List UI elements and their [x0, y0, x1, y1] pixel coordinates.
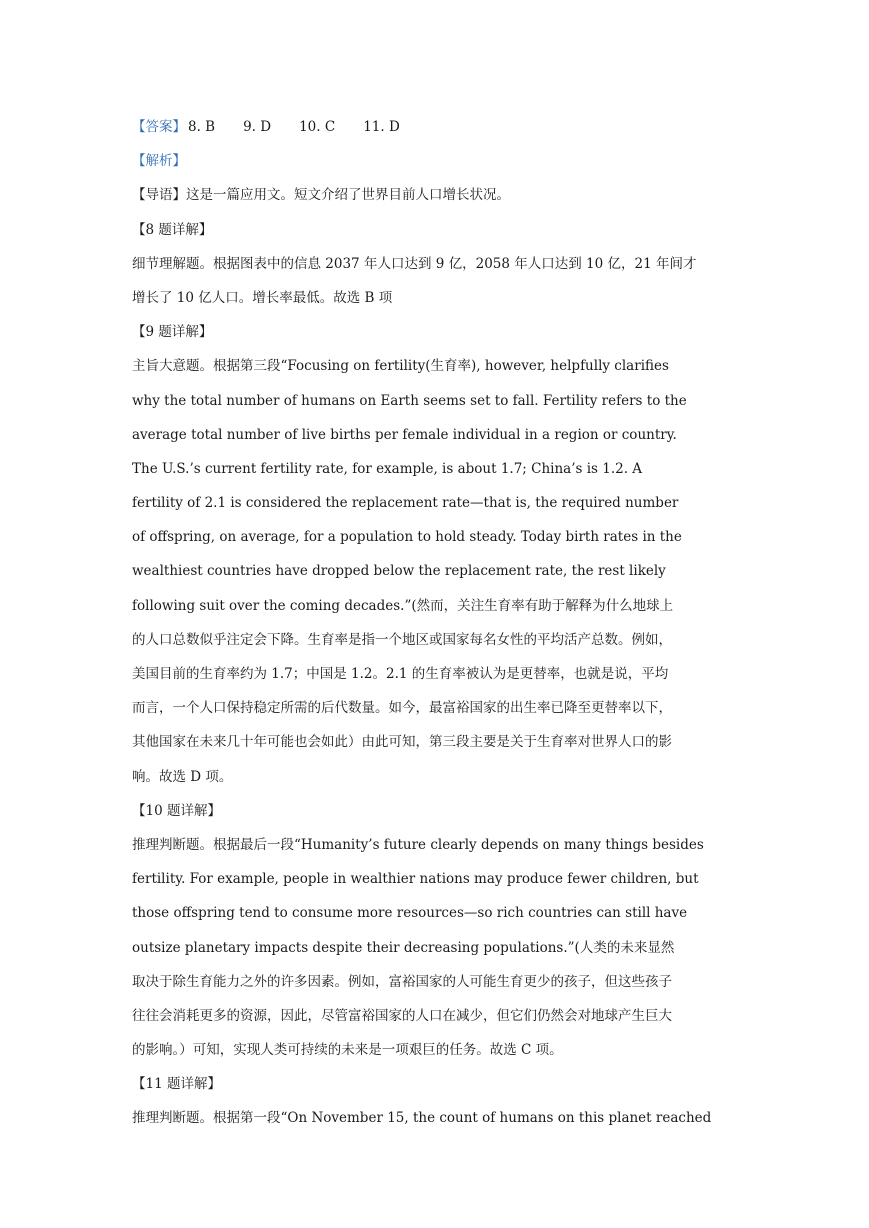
- q9-text-line: following suit over the coming decades.”(然而，关注生育率有助于解释为什么地球上: [132, 597, 674, 614]
- q9-text-line: 的人口总数似乎注定会下降。生育率是指一个地区或国家每名女性的平均活产总数。例如，: [132, 631, 672, 648]
- analysis-heading: 【解析】: [132, 153, 186, 170]
- q10-text-line: outsize planetary impacts despite their decreasing populations.”(人类的未来显然: [132, 939, 675, 956]
- q10-text-line: 推理判断题。根据最后一段“Humanity’s future clearly depends on many things besides: [132, 836, 704, 853]
- q11-heading: 【11 题详解】: [132, 1076, 221, 1093]
- q10-text-line: 往往会消耗更多的资源，因此，尽管富裕国家的人口在减少，但它们仍然会对地球产生巨大: [132, 1007, 672, 1024]
- q10-text-line: 取决于除生育能力之外的许多因素。例如，富裕国家的人可能生育更少的孩子，但这些孩子: [132, 973, 672, 990]
- q9-text-line: 其他国家在未来几十年可能也会如此）由此可知，第三段主要是关于生育率对世界人口的影: [132, 734, 672, 751]
- q9-text-line: 美国目前的生育率约为 1.7；中国是 1.2。2.1 的生育率被认为是更替率，也就是说，平均: [132, 666, 669, 682]
- answer-tag: 【答案】: [132, 119, 186, 135]
- q10-text-line: those offspring tend to consume more resources—so rich countries can still have: [132, 905, 688, 922]
- q9-heading: 【9 题详解】: [132, 324, 213, 341]
- q9-text-line: The U.S.’s current fertility rate, for example, is about 1.7; China’s is 1.2. A: [132, 460, 643, 477]
- q9-text-line: wealthiest countries have dropped below the replacement rate, the rest likely: [132, 563, 666, 580]
- answer-line: [132, 110, 738, 144]
- q9-text-line: 而言，一个人口保持稳定所需的后代数量。如今，最富裕国家的出生率已降至更替率以下，: [132, 700, 672, 717]
- q10-heading: 【10 题详解】: [132, 802, 221, 819]
- q9-text-line: fertility of 2.1 is considered the replacement rate—that is, the required number: [132, 495, 679, 512]
- q8-heading: 【8 题详解】: [132, 221, 213, 238]
- q9-text-line: 主旨大意题。根据第三段“Focusing on fertility(生育率), however, helpfully clarifies: [132, 358, 669, 375]
- q8-text-line: 增长了 10 亿人口。增长率最低。故选 B 项: [132, 289, 393, 306]
- intro-line: 【导语】这是一篇应用文。短文介绍了世界目前人口增长状况。: [132, 187, 510, 204]
- q10-text-line: 的影响。）可知，实现人类可持续的未来是一项艰巨的任务。故选 C 项。: [132, 1042, 563, 1059]
- q11-text-line: 推理判断题。根据第一段“On November 15, the count of humans on this planet reached: [132, 1110, 712, 1127]
- answer-item: 9. D: [243, 119, 272, 135]
- answer-item: 11. D: [363, 119, 400, 135]
- q9-text-line: 响。故选 D 项。: [132, 768, 233, 785]
- q8-text-line: 细节理解题。根据图表中的信息 2037 年人口达到 9 亿，2058 年人口达到 10 亿，21 年间才: [132, 255, 697, 272]
- q10-text-line: fertility. For example, people in wealthier nations may produce fewer children, but: [132, 871, 699, 888]
- q9-text-line: why the total number of humans on Earth seems set to fall. Fertility refers to the: [132, 392, 687, 409]
- answer-document: [132, 110, 738, 1136]
- q9-text-line: of offspring, on average, for a population to hold steady. Today birth rates in the: [132, 529, 682, 546]
- q9-text-line: average total number of live births per female individual in a region or country.: [132, 426, 677, 443]
- answer-item: 10. C: [299, 119, 336, 135]
- answer-item: 8. B: [188, 119, 216, 135]
